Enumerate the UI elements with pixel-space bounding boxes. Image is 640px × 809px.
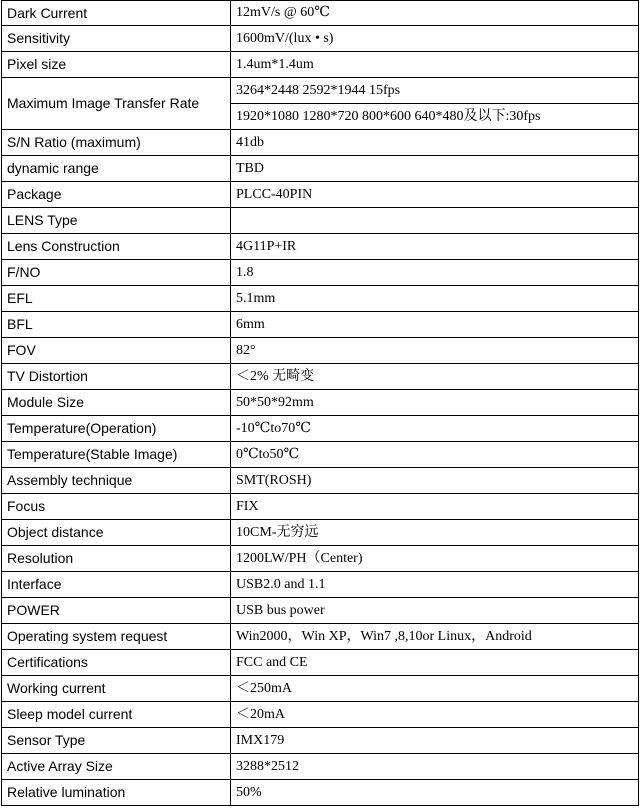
spec-label: Temperature(Stable Image) — [2, 442, 231, 468]
spec-label: POWER — [2, 598, 231, 624]
spec-row-active-array — [2, 754, 639, 780]
spec-row-transfer-rate — [2, 78, 639, 104]
spec-value: 3288*2512 — [231, 754, 639, 780]
spec-label: Maximum Image Transfer Rate — [2, 78, 231, 130]
spec-value: USB bus power — [231, 598, 639, 624]
spec-value: SMT(ROSH) — [231, 468, 639, 494]
spec-row-efl — [2, 286, 639, 312]
spec-value: 10CM-无穷远 — [231, 520, 639, 546]
spec-row-assembly — [2, 468, 639, 494]
spec-label: Module Size — [2, 390, 231, 416]
spec-label: Package — [2, 182, 231, 208]
spec-value: -10℃to70℃ — [231, 416, 639, 442]
spec-value: TBD — [231, 156, 639, 182]
spec-value: 1.8 — [231, 260, 639, 286]
spec-value: 5.1mm — [231, 286, 639, 312]
spec-value: 41db — [231, 130, 639, 156]
spec-label: Active Array Size — [2, 754, 231, 780]
spec-value: ＜2% 无畸变 — [231, 364, 639, 390]
spec-label: Sleep model current — [2, 702, 231, 728]
spec-label: Certifications — [2, 650, 231, 676]
spec-label: BFL — [2, 312, 231, 338]
spec-row-tv-distortion — [2, 364, 639, 390]
spec-label: Dark Current — [2, 1, 231, 26]
spec-value: 50% — [231, 780, 639, 806]
spec-label: dynamic range — [2, 156, 231, 182]
spec-value: 3264*2448 2592*1944 15fps — [231, 78, 639, 104]
spec-value: Win2000，Win XP，Win7 ,8,10or Linux，Android — [231, 624, 639, 650]
spec-row-resolution — [2, 546, 639, 572]
spec-label: Relative lumination — [2, 780, 231, 806]
spec-value: USB2.0 and 1.1 — [231, 572, 639, 598]
spec-value: 1920*1080 1280*720 800*600 640*480及以下:30fps — [231, 104, 639, 130]
spec-label: Interface — [2, 572, 231, 598]
spec-value: 50*50*92mm — [231, 390, 639, 416]
spec-label: Sensitivity — [2, 26, 231, 52]
spec-value: FIX — [231, 494, 639, 520]
spec-value: 6mm — [231, 312, 639, 338]
spec-row-module-size — [2, 390, 639, 416]
spec-row-sleep-current — [2, 702, 639, 728]
spec-row-fov — [2, 338, 639, 364]
spec-row-interface — [2, 572, 639, 598]
spec-row-temp-operation — [2, 416, 639, 442]
spec-label: Assembly technique — [2, 468, 231, 494]
spec-label: Focus — [2, 494, 231, 520]
spec-value: FCC and CE — [231, 650, 639, 676]
spec-label: EFL — [2, 286, 231, 312]
spec-label: Temperature(Operation) — [2, 416, 231, 442]
spec-row-lens-construction — [2, 234, 639, 260]
spec-row-dynamic-range — [2, 156, 639, 182]
spec-value: 1.4um*1.4um — [231, 52, 639, 78]
spec-table — [1, 0, 639, 806]
spec-row-certifications — [2, 650, 639, 676]
spec-label: Object distance — [2, 520, 231, 546]
spec-label: TV Distortion — [2, 364, 231, 390]
spec-label: Pixel size — [2, 52, 231, 78]
spec-label: Sensor Type — [2, 728, 231, 754]
spec-label: Resolution — [2, 546, 231, 572]
spec-value: 4G11P+IR — [231, 234, 639, 260]
spec-value: 12mV/s @ 60℃ — [231, 1, 639, 26]
spec-row-focus — [2, 494, 639, 520]
spec-row-relative-lumination — [2, 780, 639, 806]
spec-row-object-distance — [2, 520, 639, 546]
spec-row-temp-stable — [2, 442, 639, 468]
spec-value: 1200LW/PH（Center) — [231, 546, 639, 572]
spec-value — [231, 208, 639, 234]
spec-label: F/NO — [2, 260, 231, 286]
spec-row-lens-type — [2, 208, 639, 234]
spec-label: S/N Ratio (maximum) — [2, 130, 231, 156]
spec-row-package — [2, 182, 639, 208]
spec-row-sn-ratio — [2, 130, 639, 156]
spec-row-dark-current — [2, 1, 639, 26]
spec-value: PLCC-40PIN — [231, 182, 639, 208]
spec-value: IMX179 — [231, 728, 639, 754]
spec-label: Lens Construction — [2, 234, 231, 260]
spec-value: ＜20mA — [231, 702, 639, 728]
spec-row-os — [2, 624, 639, 650]
spec-row-sensitivity — [2, 26, 639, 52]
spec-value: 0℃to50℃ — [231, 442, 639, 468]
spec-row-bfl — [2, 312, 639, 338]
spec-row-sensor-type — [2, 728, 639, 754]
spec-label: Working current — [2, 676, 231, 702]
spec-value: 1600mV/(lux • s) — [231, 26, 639, 52]
spec-label: Operating system request — [2, 624, 231, 650]
spec-row-fno — [2, 260, 639, 286]
spec-row-power — [2, 598, 639, 624]
spec-value: ＜250mA — [231, 676, 639, 702]
spec-value: 82° — [231, 338, 639, 364]
spec-label: LENS Type — [2, 208, 231, 234]
spec-label: FOV — [2, 338, 231, 364]
spec-row-working-current — [2, 676, 639, 702]
spec-row-pixel-size — [2, 52, 639, 78]
